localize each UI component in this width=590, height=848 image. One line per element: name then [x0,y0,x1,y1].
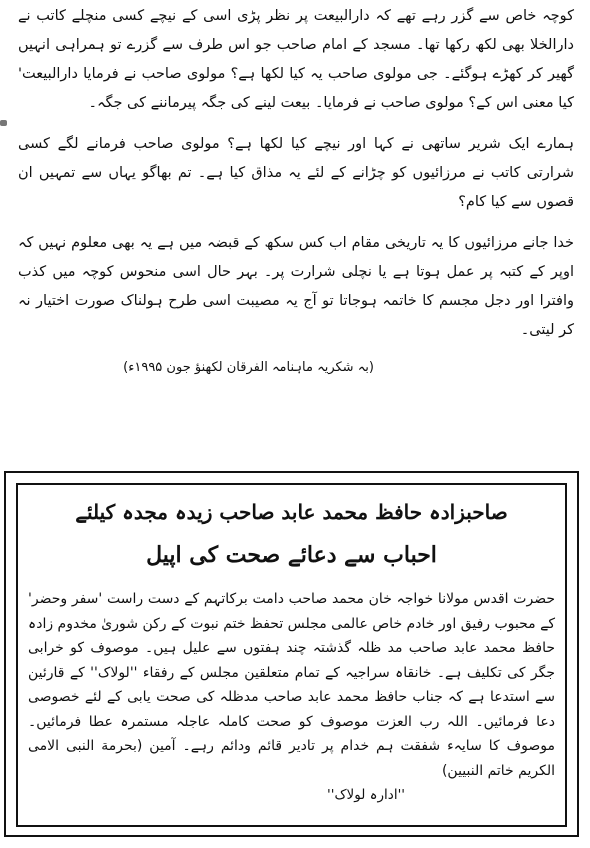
appeal-body: حضرت اقدس مولانا خواجہ خان محمد صاحب دامت برکاتہم کے دست راست 'سفر وحضر' کے محبوب رفیق اور خادم خاص عالمی مجلس تحفظ ختم نبوت کے رکن شوریٰ مخدوم زادہ حافظ محمد عابد صاحب مد ظلہ گذشتہ چند ہفتوں سے علیل ہیں۔ موصوف کو خرابی جگر کی تکلیف ہے۔ خانقاہ سراجیہ کے تمام متعلقین مجلس کے رفقاء ''لولاک'' کے قارئین سے استدعا ہے کہ جناب حافظ محمد عابد صاحب مدظلہ کی صحت یابی کے لئے خصوصی دعا فرمائیں۔ اللہ رب العزت موصوف کو صحت کاملہ عاجلہ مستمرہ عطا فرمائیں۔ موصوف کا سایہء شفقت ہم خدام پر تادیر قائم ودائم رہے۔ آمین (بحرمة النبی الامی الکریم خاتم النبیین) [28,591,555,779]
article-paragraph-2: ہمارے ایک شریر ساتھی نے کہا اور نیچے کیا لکھا ہے؟ مولوی صاحب فرمانے لگے کسی شرارتی کاتب نے مرزائیوں کو چڑانے کے لئے یہ مذاق کیا ہے۔ تم بھاگو یہاں سے تمہیں ان قصوں سے کیا کام؟ [18,136,574,210]
appeal-title: صاحبزادہ حافظ محمد عابد صاحب زیدہ مجدہ کیلئے [75,500,508,524]
appeal-inner-border [16,483,567,827]
scan-speck [0,120,7,126]
appeal-subtitle: احباب سے دعائے صحت کی اپیل [146,542,437,568]
appeal-box [4,471,579,837]
article-section [18,2,574,391]
article-credit: (بہ شکریہ ماہنامہ الفرقان لکھنؤ جون ۱۹۹۵ء) [123,360,374,375]
article-paragraph-3: خدا جانے مرزائیوں کا یہ تاریخی مقام اب کس سکھ کے قبضہ میں ہے یہ بھی معلوم نہیں کہ اوپر کے کتبہ پر عمل ہوتا ہے یا نچلی شرارت پر۔ بہر حال اسی منحوس کوچہ میں کذب وافترا اور دجل مجسم کا خاتمہ ہوجاتا تو آج یہ مصیبت اسی طرح ہولناک صورت اختیار نہ کر لیتی۔ [18,235,574,338]
appeal-signature: ''ادارہ لولاک'' [327,787,405,803]
article-paragraph-1: کوچہ خاص سے گزر رہے تھے کہ دارالبیعت پر نظر پڑی اسی کے نیچے کسی منچلے کاتب نے دارالخلا بھی لکھ رکھا تھا۔ مسجد کے امام صاحب جو اس طرف سے گزرے تو ہمراہی انہیں گھیر کر کھڑے ہوگئے۔ جی مولوی صاحب یہ کیا لکھا ہے؟ مولوی صاحب نے فرمایا دارالبیعت' کیا معنی اس کے؟ مولوی صاحب نے فرمایا۔ بیعت لینے کی جگہ پیرماننے کی جگہ۔ [18,8,574,111]
